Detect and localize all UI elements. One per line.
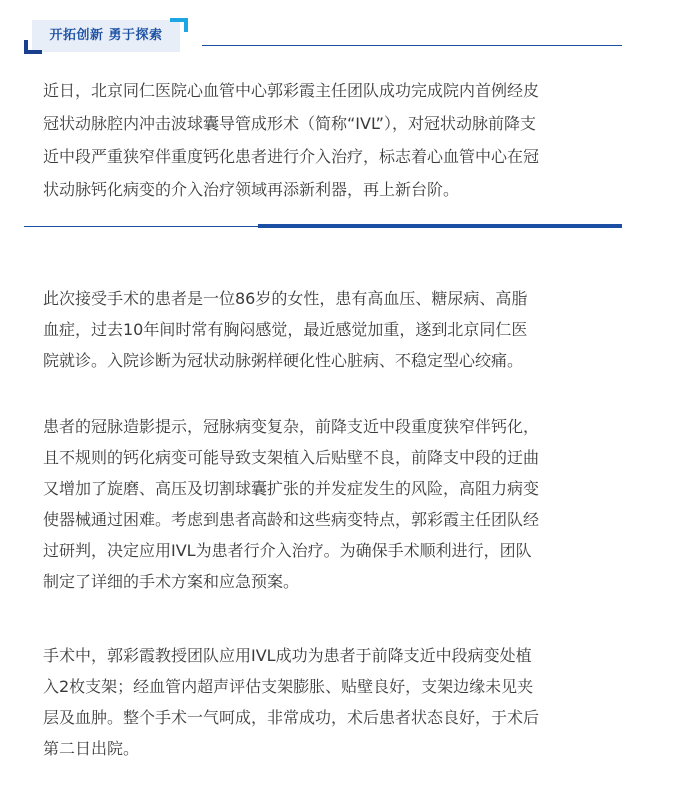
intro-line: 近日，北京同仁医院心血管中心郭彩霞主任团队成功完成院内首例经皮 — [43, 81, 540, 100]
section-tag — [24, 18, 188, 54]
paragraph-line: 第二日出院。 — [43, 739, 140, 758]
tag-label: 开拓创新 勇于探索 — [49, 28, 163, 43]
intro-divider-thin — [24, 226, 258, 227]
paragraph-surgery — [43, 640, 613, 764]
intro-line: 状动脉钙化病变的介入治疗领域再添新利器，再上新台阶。 — [43, 180, 460, 199]
paragraph-line: 院就诊。入院诊断为冠状动脉粥样硬化性心脏病、不稳定型心绞痛。 — [43, 351, 524, 370]
paragraph-line: 手术中，郭彩霞教授团队应用IVL成功为患者于前降支近中段病变处植 — [43, 646, 532, 665]
paragraph-line: 患者的冠脉造影提示，冠脉病变复杂，前降支近中段重度狭窄伴钙化， — [43, 417, 540, 436]
header-divider — [202, 45, 622, 46]
paragraph-line: 又增加了旋磨、高压及切割球囊扩张的并发症发生的风险，高阻力病变 — [43, 479, 540, 498]
paragraph-diagnosis — [43, 411, 613, 597]
paragraph-line: 层及血肿。整个手术一气呵成，非常成功，术后患者状态良好，于术后 — [43, 708, 540, 727]
intro-divider-thick — [258, 224, 622, 228]
paragraph-patient-info — [43, 283, 613, 376]
paragraph-line: 且不规则的钙化病变可能导致支架植入后贴壁不良，前降支中段的迂曲 — [43, 448, 540, 467]
paragraph-line: 制定了详细的手术方案和应急预案。 — [43, 572, 300, 591]
intro-text — [43, 74, 613, 206]
intro-line: 冠状动脉腔内冲击波球囊导管成形术（简称“IVL”），对冠状动脉前降支 — [43, 114, 536, 133]
paragraph-line: 入2枚支架；经血管内超声评估支架膨胀、贴壁良好，支架边缘未见夹 — [43, 677, 534, 696]
paragraph-line: 血症，过去10年间时常有胸闷感觉，最近感觉加重，遂到北京同仁医 — [43, 320, 528, 339]
paragraph-line: 过研判，决定应用IVL为患者行介入治疗。为确保手术顺利进行，团队 — [43, 541, 532, 560]
paragraph-line: 使器械通过困难。考虑到患者高龄和这些病变特点，郭彩霞主任团队经 — [43, 510, 540, 529]
intro-line: 近中段严重狭窄伴重度钙化患者进行介入治疗，标志着心血管中心在冠 — [43, 147, 540, 166]
paragraph-line: 此次接受手术的患者是一位86岁的女性，患有高血压、糖尿病、高脂 — [43, 289, 528, 308]
